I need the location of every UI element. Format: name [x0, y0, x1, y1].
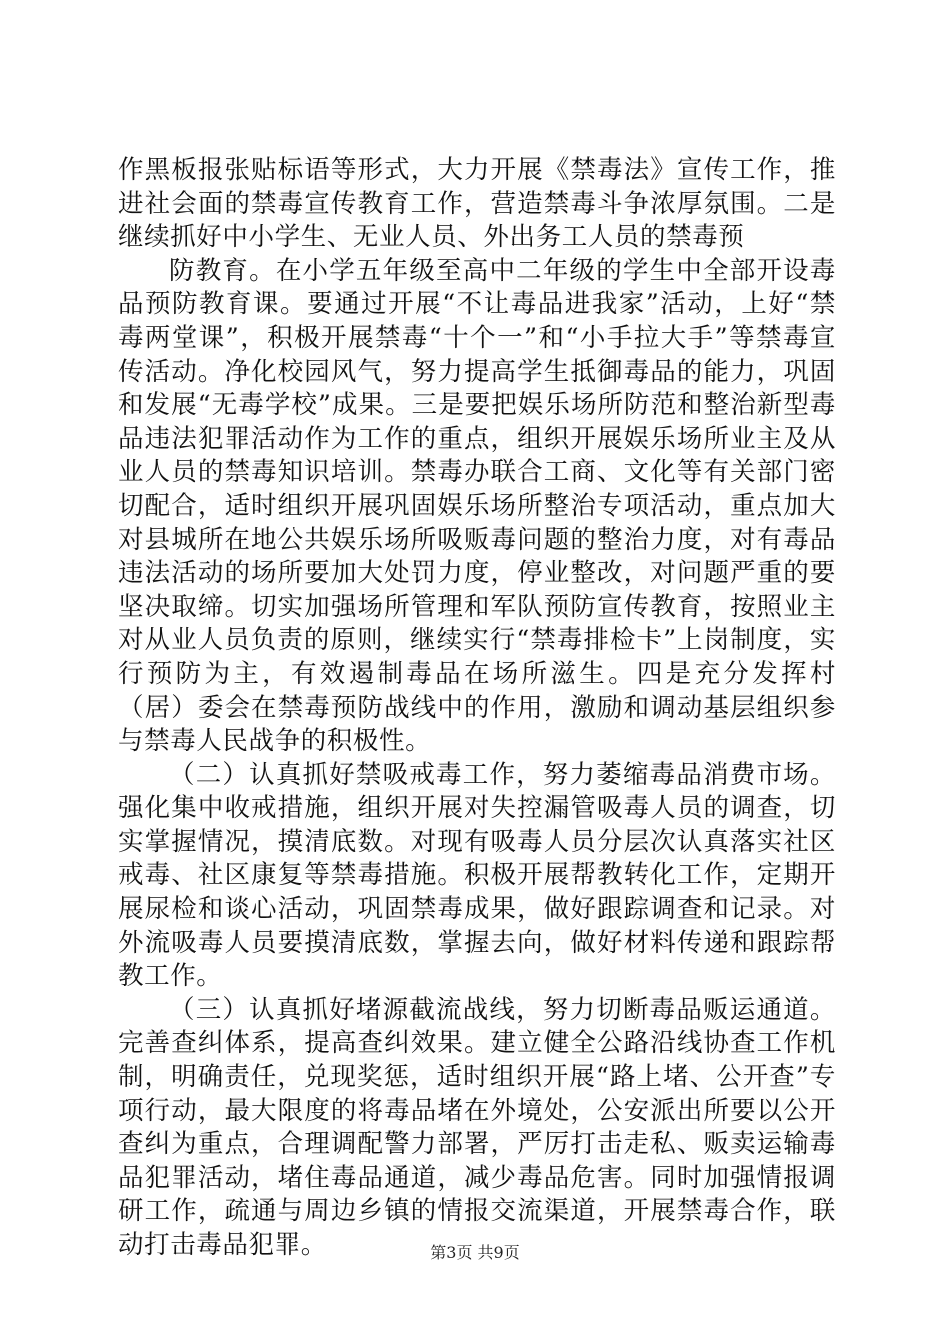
- page-footer: 第3页 共9页: [430, 1243, 520, 1262]
- paragraph-continuation: 作黑板报张贴标语等形式，大力开展《禁毒法》宣传工作，推进社会面的禁毒宣传教育工作，营造禁毒斗争浓厚氛围。二是继续抓好中小学生、无业人员、外出务工人员的禁毒预: [118, 155, 836, 253]
- body-text: [118, 154, 836, 1263]
- paragraph-section-three: （三）认真抓好堵源截流战线，努力切断毒品贩运通道。完善查纠体系，提高查纠效果。建立健全公路沿线协查工作机制，明确责任，兑现奖惩，适时组织开展“路上堵、公开查”专项行动，最大限度的将毒品堵在外境处，公安派出所要以公开查纠为重点，合理调配警力部署，严厉打击走私、贩卖运输毒品犯罪活动，堵住毒品通道，减少毒品危害。同时加强情报调研工作，疏通与周边乡镇的情报交流渠道，开展禁毒合作，联动打击毒品犯罪。: [118, 994, 836, 1260]
- paragraph-prevention-education: 防教育。在小学五年级至高中二年级的学生中全部开设毒品预防教育课。要通过开展“不让毒品进我家”活动，上好“禁毒两堂课”，积极开展禁毒“十个一”和“小手拉大手”等禁毒宣传活动。净化校园风气，努力提高学生抵御毒品的能力，巩固和发展“无毒学校”成果。三是要把娱乐场所防范和整治新型毒品违法犯罪活动作为工作的重点，组织开展娱乐场所业主及从业人员的禁毒知识培训。禁毒办联合工商、文化等有关部门密切配合，适时组织开展巩固娱乐场所整治专项活动，重点加大对县城所在地公共娱乐场所吸贩毒问题的整治力度，对有毒品违法活动的场所要加大处罚力度，停业整改，对问题严重的要坚决取缔。切实加强场所管理和军队预防宣传教育，按照业主对从业人员负责的原则，继续实行“禁毒排检卡”上岗制度，实行预防为主，有效遏制毒品在场所滋生。四是充分发挥村（居）委会在禁毒预防战线中的作用，激励和调动基层组织参与禁毒人民战争的积极性。: [118, 255, 836, 757]
- paragraph-section-two: （二）认真抓好禁吸戒毒工作，努力萎缩毒品消费市场。强化集中收戒措施，组织开展对失控漏管吸毒人员的调查，切实掌握情况，摸清底数。对现有吸毒人员分层次认真落实社区戒毒、社区康复等禁毒措施。积极开展帮教转化工作，定期开展尿检和谈心活动，巩固禁毒成果，做好跟踪调查和记录。对外流吸毒人员要摸清底数，掌握去向，做好材料传递和跟踪帮教工作。: [118, 759, 836, 992]
